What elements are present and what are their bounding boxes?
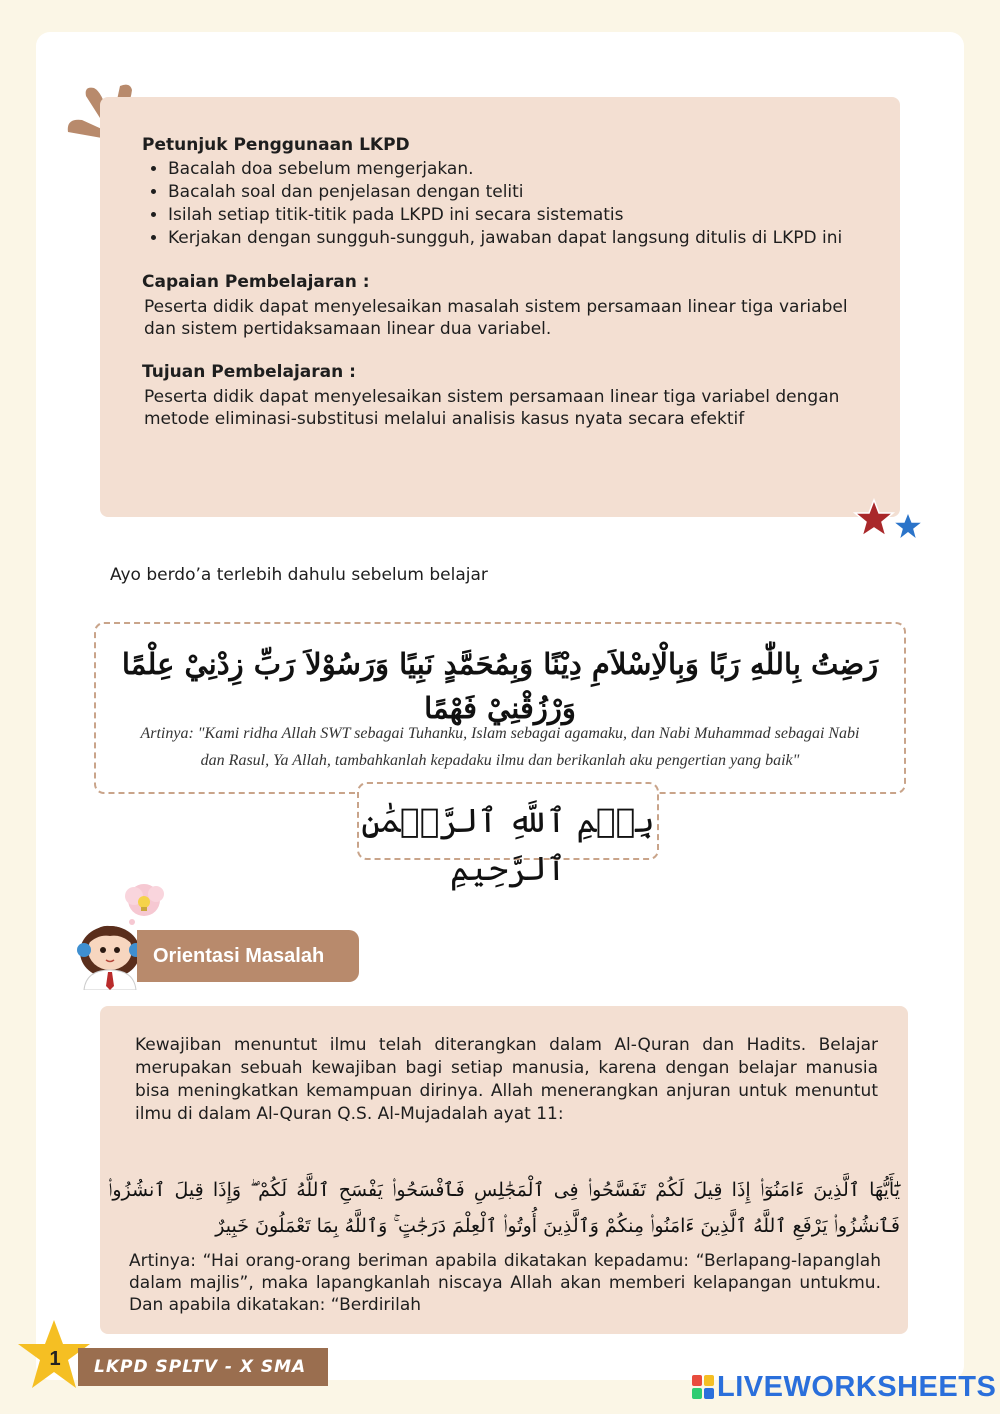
page-number: 1 — [49, 1348, 61, 1370]
capaian-section — [142, 272, 872, 340]
prayer-translation: Artinya: "Kami ridha Allah SWT sebagai Tuhanku, Islam sebagai agamaku, dan Nabi Muhammad sebagai Nabi dan Rasul, Ya Allah, tambahkanlah kepadaku ilmu dan berikanlah aku pengertian yang baik" — [140, 725, 860, 769]
liveworksheets-icon — [692, 1375, 714, 1399]
basmala-text: بِسۡمِ ٱللَّهِ ٱلرَّحۡمَٰنِ ٱلرَّحِيمِ — [361, 801, 655, 888]
instructions-list — [142, 158, 872, 250]
capaian-text: Peserta didik dapat menyelesaikan masalah sistem persamaan linear tiga variabel dan sistem pertidaksamaan linear dua variabel. — [144, 297, 848, 339]
orientasi-paragraph: Kewajiban menuntut ilmu telah diterangkan dalam Al-Quran dan Hadits. Belajar merupakan sebuah kewajiban bagi setiap manusia, karena dengan belajar manusia bisa meningkatkan kemampuan dirinya. Allah menerangkan anjuran untuk menuntut ilmu di dalam Al-Quran Q.S. Al-Mujadalah ayat 11: — [135, 1035, 878, 1124]
liveworksheets-brand: LIVEWORKSHEETS — [717, 1370, 997, 1403]
instruction-item: • Bacalah soal dan penjelasan dengan teliti — [168, 181, 872, 204]
prayer-intro: Ayo berdo’a terlebih dahulu sebelum belajar — [110, 565, 488, 585]
tujuan-title: Tujuan Pembelajaran : — [142, 362, 356, 382]
quran-verse: يَٰٓأَيُّهَا ٱلَّذِينَ ءَامَنُوٓا۟ إِذَا قِيلَ لَكُمْ تَفَسَّحُوا۟ فِى ٱلْمَجَٰلِسِ فَٱفْسَحُوا۟ يَفْسَحِ ٱللَّهُ لَكُمْ ۖ وَإِذَا قِيلَ ٱنشُزُوا۟ فَٱنشُزُوا۟ يَرْفَعِ ٱللَّهُ ٱلَّذِينَ ءَامَنُوا۟ مِنكُمْ وَٱلَّذِينَ أُوتُوا۟ ٱلْعِلْمَ دَرَجَٰتٍ ۚ وَٱللَّهُ بِمَا تَعْمَلُونَ خَبِيرٌ — [108, 1179, 900, 1237]
prayer-arabic: رَضِتُ بِاللّٰهِ رَبًا وَبِالْاِسْلاَمِ دِيْنًا وَبِمُحَمَّدٍ نَبِيًا وَرَسُوْلاَ رَبِّ زِدْنِيْ عِلْمًا وَرْزُقْنِيْ فَهْمًا — [121, 647, 879, 725]
capaian-title: Capaian Pembelajaran : — [142, 272, 370, 292]
orientasi-tab: Orientasi Masalah — [137, 930, 359, 982]
instructions-box — [100, 97, 900, 517]
prayer-box — [94, 622, 906, 794]
tujuan-text: Peserta didik dapat menyelesaikan sistem persamaan linear tiga variabel dengan metode eliminasi-substitusi melalui analisis kasus nyata secara efektif — [144, 387, 840, 429]
basmala-box — [357, 782, 659, 888]
instructions-title: Petunjuk Penggunaan LKPD — [142, 135, 410, 155]
tujuan-section — [142, 362, 872, 430]
stars-decoration-icon — [852, 498, 928, 550]
orientasi-box — [100, 1006, 908, 1334]
verse-translation: Artinya: “Hai orang-orang beriman apabila dikatakan kepadamu: “Berlapang-lapanglah dalam majlis”, maka lapangkanlah niscaya Allah akan memberi kelapangan untukmu. Dan apabila dikatakan: “Berdirilah — [129, 1251, 881, 1315]
footer-label: LKPD SPLTV - X SMA — [78, 1348, 328, 1386]
instruction-item: • Isilah setiap titik-titik pada LKPD ini secara sistematis — [168, 204, 872, 227]
liveworksheets-logo[interactable] — [692, 1370, 996, 1404]
instruction-item: • Bacalah doa sebelum mengerjakan. — [168, 158, 872, 181]
instruction-item: • Kerjakan dengan sungguh-sungguh, jawaban dapat langsung ditulis di LKPD ini — [168, 227, 872, 250]
